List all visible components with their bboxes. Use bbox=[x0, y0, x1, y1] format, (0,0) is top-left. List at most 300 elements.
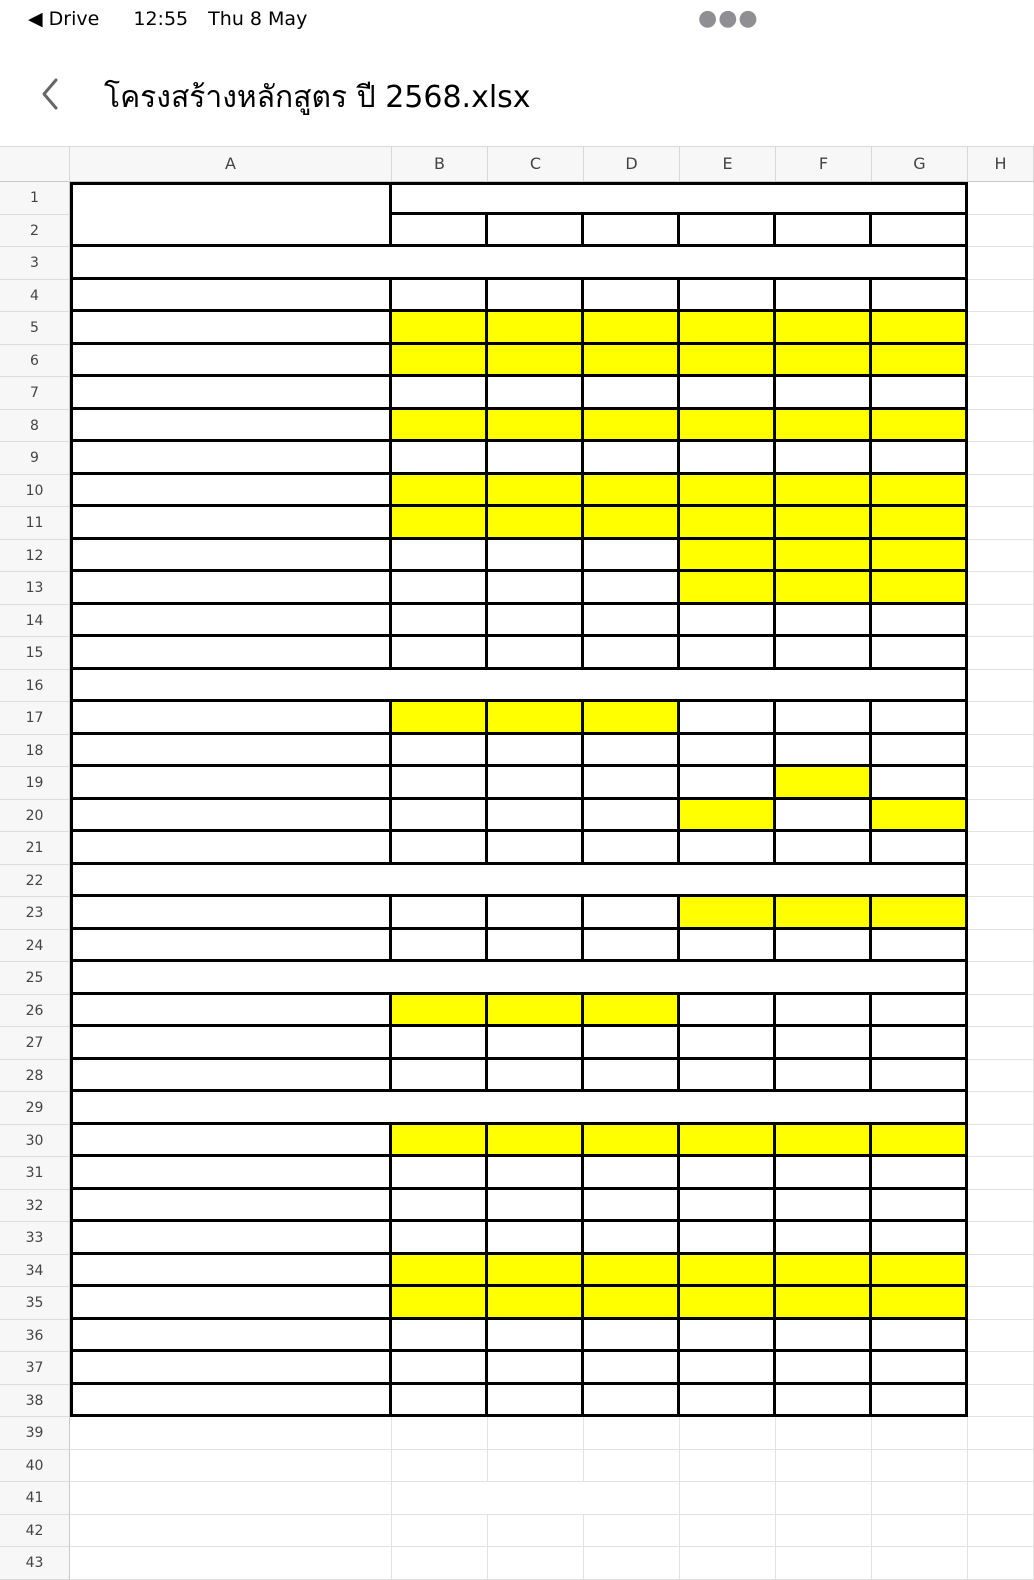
cell-empty[interactable] bbox=[968, 1255, 1034, 1288]
cell-empty[interactable] bbox=[968, 637, 1034, 670]
english-hours-cell[interactable] bbox=[488, 1450, 584, 1483]
hours-value-cell[interactable] bbox=[584, 475, 680, 508]
hours-value-cell[interactable] bbox=[776, 572, 872, 605]
hours-value-cell[interactable] bbox=[680, 1255, 776, 1288]
total-label-cell[interactable] bbox=[70, 1352, 392, 1385]
row-header[interactable]: 20 bbox=[0, 800, 70, 833]
hours-value-cell[interactable] bbox=[680, 800, 776, 833]
hours-value-cell[interactable] bbox=[392, 345, 488, 378]
hours-value-cell[interactable] bbox=[392, 1352, 488, 1385]
hours-value-cell[interactable] bbox=[584, 1352, 680, 1385]
hours-value-cell[interactable] bbox=[392, 1287, 488, 1320]
row-header[interactable]: 31 bbox=[0, 1157, 70, 1190]
cell-empty[interactable] bbox=[968, 1222, 1034, 1255]
hours-value-cell[interactable] bbox=[776, 1125, 872, 1158]
cell-empty[interactable] bbox=[584, 1515, 680, 1548]
hours-value-cell[interactable] bbox=[584, 1255, 680, 1288]
hours-value-cell[interactable] bbox=[872, 995, 968, 1028]
cell-empty[interactable] bbox=[968, 1482, 1034, 1515]
hours-value-cell[interactable] bbox=[488, 1320, 584, 1353]
row-header[interactable]: 38 bbox=[0, 1385, 70, 1418]
cell-empty[interactable] bbox=[968, 572, 1034, 605]
cell-empty[interactable] bbox=[968, 735, 1034, 768]
hours-value-cell[interactable] bbox=[488, 377, 584, 410]
subject-label-cell[interactable] bbox=[70, 1255, 392, 1288]
hours-value-cell[interactable] bbox=[392, 930, 488, 963]
row-header[interactable]: 35 bbox=[0, 1287, 70, 1320]
row-header[interactable]: 11 bbox=[0, 507, 70, 540]
column-header-E[interactable]: E bbox=[680, 146, 776, 182]
cell-empty[interactable] bbox=[70, 1515, 392, 1548]
column-header-F[interactable]: F bbox=[776, 146, 872, 182]
cell-empty[interactable] bbox=[968, 1287, 1034, 1320]
hours-value-cell[interactable] bbox=[680, 410, 776, 443]
hours-value-cell[interactable] bbox=[872, 442, 968, 475]
hours-value-cell[interactable] bbox=[872, 1352, 968, 1385]
hours-value-cell[interactable] bbox=[392, 475, 488, 508]
hours-value-cell[interactable] bbox=[872, 572, 968, 605]
total-label-cell[interactable] bbox=[70, 377, 392, 410]
english-hours-cell[interactable] bbox=[392, 1450, 488, 1483]
hours-value-cell[interactable] bbox=[872, 800, 968, 833]
hours-value-cell[interactable] bbox=[776, 637, 872, 670]
column-header-C[interactable]: C bbox=[488, 146, 584, 182]
subject-header-cell[interactable] bbox=[70, 182, 392, 247]
hours-value-cell[interactable] bbox=[392, 507, 488, 540]
hours-value-cell[interactable] bbox=[584, 1385, 680, 1418]
hours-value-cell[interactable] bbox=[680, 637, 776, 670]
hours-value-cell[interactable] bbox=[776, 1287, 872, 1320]
subject-label-cell[interactable] bbox=[70, 1190, 392, 1223]
row-header[interactable]: 39 bbox=[0, 1417, 70, 1450]
cell-empty[interactable] bbox=[680, 1547, 776, 1580]
row-header[interactable]: 2 bbox=[0, 215, 70, 248]
hours-value-cell[interactable] bbox=[872, 1255, 968, 1288]
hours-value-cell[interactable] bbox=[776, 410, 872, 443]
hours-value-cell[interactable] bbox=[872, 1027, 968, 1060]
hours-value-cell[interactable] bbox=[392, 995, 488, 1028]
subject-label-cell[interactable] bbox=[70, 572, 392, 605]
hours-value-cell[interactable] bbox=[776, 442, 872, 475]
cell-empty[interactable] bbox=[968, 605, 1034, 638]
hours-value-cell[interactable] bbox=[488, 897, 584, 930]
hours-value-cell[interactable] bbox=[680, 995, 776, 1028]
cell-empty[interactable] bbox=[968, 280, 1034, 313]
hours-value-cell[interactable] bbox=[584, 1190, 680, 1223]
grade-header-cell[interactable] bbox=[584, 215, 680, 248]
hours-value-cell[interactable] bbox=[392, 410, 488, 443]
cell-empty[interactable] bbox=[968, 702, 1034, 735]
row-header[interactable]: 10 bbox=[0, 475, 70, 508]
subject-label-cell[interactable] bbox=[70, 800, 392, 833]
hours-value-cell[interactable] bbox=[392, 1320, 488, 1353]
subject-label-cell[interactable] bbox=[70, 507, 392, 540]
hours-value-cell[interactable] bbox=[584, 280, 680, 313]
cell-empty[interactable] bbox=[968, 1320, 1034, 1353]
multitask-dots-icon[interactable]: ●●● bbox=[698, 6, 759, 31]
hours-value-cell[interactable] bbox=[680, 280, 776, 313]
hours-value-cell[interactable] bbox=[584, 410, 680, 443]
hours-value-cell[interactable] bbox=[680, 1157, 776, 1190]
cell-empty[interactable] bbox=[968, 800, 1034, 833]
section-header-cell[interactable] bbox=[70, 865, 968, 898]
cell-empty[interactable] bbox=[968, 767, 1034, 800]
hours-value-cell[interactable] bbox=[776, 995, 872, 1028]
cell-empty[interactable] bbox=[968, 247, 1034, 280]
subject-label-cell[interactable] bbox=[70, 1157, 392, 1190]
hours-value-cell[interactable] bbox=[488, 637, 584, 670]
hours-value-cell[interactable] bbox=[488, 1125, 584, 1158]
row-header[interactable]: 4 bbox=[0, 280, 70, 313]
note-cell[interactable] bbox=[392, 1482, 680, 1515]
row-header[interactable]: 36 bbox=[0, 1320, 70, 1353]
hours-value-cell[interactable] bbox=[584, 312, 680, 345]
grade-header-cell[interactable] bbox=[392, 215, 488, 248]
subject-label-cell[interactable] bbox=[70, 1027, 392, 1060]
row-header[interactable]: 18 bbox=[0, 735, 70, 768]
cell-empty[interactable] bbox=[968, 215, 1034, 248]
hours-value-cell[interactable] bbox=[776, 312, 872, 345]
hours-value-cell[interactable] bbox=[584, 767, 680, 800]
hours-value-cell[interactable] bbox=[680, 1385, 776, 1418]
subject-label-cell[interactable] bbox=[70, 312, 392, 345]
hours-value-cell[interactable] bbox=[584, 345, 680, 378]
cell-empty[interactable] bbox=[968, 1352, 1034, 1385]
cell-empty[interactable] bbox=[968, 312, 1034, 345]
cell-empty[interactable] bbox=[680, 1515, 776, 1548]
hours-value-cell[interactable] bbox=[488, 1287, 584, 1320]
hours-value-cell[interactable] bbox=[872, 1222, 968, 1255]
hours-value-cell[interactable] bbox=[872, 702, 968, 735]
hours-value-cell[interactable] bbox=[776, 832, 872, 865]
row-header[interactable]: 17 bbox=[0, 702, 70, 735]
hours-value-cell[interactable] bbox=[488, 280, 584, 313]
hours-value-cell[interactable] bbox=[392, 1060, 488, 1093]
cell-empty[interactable] bbox=[70, 1547, 392, 1580]
row-header[interactable]: 7 bbox=[0, 377, 70, 410]
cell-empty[interactable] bbox=[872, 1515, 968, 1548]
hours-value-cell[interactable] bbox=[392, 1190, 488, 1223]
cell-empty[interactable] bbox=[680, 1417, 776, 1450]
cell-empty[interactable] bbox=[968, 475, 1034, 508]
hours-value-cell[interactable] bbox=[584, 735, 680, 768]
hours-value-cell[interactable] bbox=[392, 1027, 488, 1060]
row-header[interactable]: 22 bbox=[0, 865, 70, 898]
subject-label-cell[interactable] bbox=[70, 280, 392, 313]
total-label-cell[interactable] bbox=[70, 930, 392, 963]
cell-empty[interactable] bbox=[968, 182, 1034, 215]
hours-value-cell[interactable] bbox=[488, 572, 584, 605]
hours-value-cell[interactable] bbox=[488, 410, 584, 443]
hours-value-cell[interactable] bbox=[584, 540, 680, 573]
hours-value-cell[interactable] bbox=[488, 507, 584, 540]
section-header-cell[interactable] bbox=[70, 1092, 968, 1125]
grade-header-cell[interactable] bbox=[488, 215, 584, 248]
hours-value-cell[interactable] bbox=[392, 702, 488, 735]
subject-label-cell[interactable] bbox=[70, 540, 392, 573]
hours-value-cell[interactable] bbox=[776, 1352, 872, 1385]
hours-value-cell[interactable] bbox=[776, 345, 872, 378]
row-header[interactable]: 5 bbox=[0, 312, 70, 345]
cell-empty[interactable] bbox=[968, 1125, 1034, 1158]
row-header[interactable]: 40 bbox=[0, 1450, 70, 1483]
hours-value-cell[interactable] bbox=[392, 572, 488, 605]
row-header[interactable]: 14 bbox=[0, 605, 70, 638]
section-header-cell[interactable] bbox=[70, 670, 968, 703]
row-header[interactable]: 34 bbox=[0, 1255, 70, 1288]
hours-value-cell[interactable] bbox=[680, 1287, 776, 1320]
hours-value-cell[interactable] bbox=[392, 897, 488, 930]
hours-value-cell[interactable] bbox=[872, 540, 968, 573]
subject-label-cell[interactable] bbox=[70, 995, 392, 1028]
total-label-cell[interactable] bbox=[70, 605, 392, 638]
hours-value-cell[interactable] bbox=[872, 345, 968, 378]
hours-value-cell[interactable] bbox=[776, 1027, 872, 1060]
hours-value-cell[interactable] bbox=[872, 605, 968, 638]
subject-label-cell[interactable] bbox=[70, 442, 392, 475]
hours-value-cell[interactable] bbox=[488, 1222, 584, 1255]
row-header[interactable]: 41 bbox=[0, 1482, 70, 1515]
hours-value-cell[interactable] bbox=[872, 1157, 968, 1190]
row-header[interactable]: 27 bbox=[0, 1027, 70, 1060]
cell-empty[interactable] bbox=[968, 345, 1034, 378]
hours-value-cell[interactable] bbox=[776, 735, 872, 768]
cell-empty[interactable] bbox=[776, 1547, 872, 1580]
cell-empty[interactable] bbox=[968, 670, 1034, 703]
cell-empty[interactable] bbox=[968, 897, 1034, 930]
hours-value-cell[interactable] bbox=[776, 1222, 872, 1255]
hours-value-cell[interactable] bbox=[680, 1125, 776, 1158]
cell-empty[interactable] bbox=[872, 1417, 968, 1450]
hours-value-cell[interactable] bbox=[872, 1125, 968, 1158]
hours-value-cell[interactable] bbox=[584, 507, 680, 540]
hours-value-cell[interactable] bbox=[392, 800, 488, 833]
hours-value-cell[interactable] bbox=[872, 312, 968, 345]
row-header[interactable]: 6 bbox=[0, 345, 70, 378]
hours-value-cell[interactable] bbox=[488, 345, 584, 378]
hours-value-cell[interactable] bbox=[776, 540, 872, 573]
hours-value-cell[interactable] bbox=[680, 1060, 776, 1093]
hours-value-cell[interactable] bbox=[488, 930, 584, 963]
hours-value-cell[interactable] bbox=[584, 605, 680, 638]
back-chevron-icon[interactable] bbox=[36, 74, 66, 114]
hours-value-cell[interactable] bbox=[872, 377, 968, 410]
footer-label-cell[interactable] bbox=[70, 1482, 392, 1515]
hours-value-cell[interactable] bbox=[392, 540, 488, 573]
row-header[interactable]: 13 bbox=[0, 572, 70, 605]
hours-value-cell[interactable] bbox=[872, 1320, 968, 1353]
hours-value-cell[interactable] bbox=[776, 897, 872, 930]
cell-empty[interactable] bbox=[968, 507, 1034, 540]
hours-value-cell[interactable] bbox=[680, 1320, 776, 1353]
hours-value-cell[interactable] bbox=[680, 832, 776, 865]
hours-value-cell[interactable] bbox=[392, 312, 488, 345]
hours-value-cell[interactable] bbox=[680, 1190, 776, 1223]
row-header[interactable]: 12 bbox=[0, 540, 70, 573]
back-to-app-link[interactable]: ◀ Drive bbox=[28, 8, 100, 30]
hours-value-cell[interactable] bbox=[776, 930, 872, 963]
subject-label-cell[interactable] bbox=[70, 832, 392, 865]
subject-label-cell[interactable] bbox=[70, 1287, 392, 1320]
hours-value-cell[interactable] bbox=[584, 572, 680, 605]
cell-empty[interactable] bbox=[488, 1515, 584, 1548]
hours-value-cell[interactable] bbox=[680, 475, 776, 508]
subject-label-cell[interactable] bbox=[70, 767, 392, 800]
hours-value-cell[interactable] bbox=[776, 1157, 872, 1190]
hours-value-cell[interactable] bbox=[680, 507, 776, 540]
hours-value-cell[interactable] bbox=[776, 377, 872, 410]
hours-value-cell[interactable] bbox=[872, 410, 968, 443]
total-label-cell[interactable] bbox=[70, 1060, 392, 1093]
cell-empty[interactable] bbox=[968, 1450, 1034, 1483]
subject-label-cell[interactable] bbox=[70, 345, 392, 378]
hours-value-cell[interactable] bbox=[776, 1190, 872, 1223]
cell-empty[interactable] bbox=[968, 1092, 1034, 1125]
hours-value-cell[interactable] bbox=[584, 995, 680, 1028]
row-header[interactable]: 32 bbox=[0, 1190, 70, 1223]
hours-value-cell[interactable] bbox=[680, 312, 776, 345]
hours-value-cell[interactable] bbox=[872, 735, 968, 768]
cell-empty[interactable] bbox=[70, 1417, 392, 1450]
row-header[interactable]: 30 bbox=[0, 1125, 70, 1158]
hours-value-cell[interactable] bbox=[680, 605, 776, 638]
hours-value-cell[interactable] bbox=[776, 475, 872, 508]
hours-value-cell[interactable] bbox=[488, 1385, 584, 1418]
cell-empty[interactable] bbox=[968, 410, 1034, 443]
hours-value-cell[interactable] bbox=[488, 1157, 584, 1190]
cell-empty[interactable] bbox=[584, 1417, 680, 1450]
hours-value-cell[interactable] bbox=[488, 767, 584, 800]
row-header[interactable]: 21 bbox=[0, 832, 70, 865]
hours-value-cell[interactable] bbox=[776, 1320, 872, 1353]
row-header[interactable]: 23 bbox=[0, 897, 70, 930]
hours-value-cell[interactable] bbox=[680, 702, 776, 735]
hours-value-cell[interactable] bbox=[776, 507, 872, 540]
cell-empty[interactable] bbox=[968, 865, 1034, 898]
hours-value-cell[interactable] bbox=[584, 1320, 680, 1353]
hours-value-cell[interactable] bbox=[392, 605, 488, 638]
total-label-cell[interactable] bbox=[70, 1385, 392, 1418]
cell-empty[interactable] bbox=[584, 1547, 680, 1580]
hours-value-cell[interactable] bbox=[584, 1157, 680, 1190]
hours-value-cell[interactable] bbox=[488, 1255, 584, 1288]
row-header[interactable]: 16 bbox=[0, 670, 70, 703]
cell-empty[interactable] bbox=[968, 1190, 1034, 1223]
hours-value-cell[interactable] bbox=[776, 1385, 872, 1418]
hours-value-cell[interactable] bbox=[392, 1255, 488, 1288]
hours-value-cell[interactable] bbox=[584, 1287, 680, 1320]
subject-label-cell[interactable] bbox=[70, 1222, 392, 1255]
hours-value-cell[interactable] bbox=[488, 1190, 584, 1223]
column-header-D[interactable]: D bbox=[584, 146, 680, 182]
hours-value-cell[interactable] bbox=[584, 1222, 680, 1255]
row-header[interactable]: 19 bbox=[0, 767, 70, 800]
row-header[interactable]: 33 bbox=[0, 1222, 70, 1255]
hours-value-cell[interactable] bbox=[680, 377, 776, 410]
subject-label-cell[interactable] bbox=[70, 410, 392, 443]
cell-empty[interactable] bbox=[776, 1482, 872, 1515]
hours-value-cell[interactable] bbox=[392, 1385, 488, 1418]
hours-value-cell[interactable] bbox=[872, 507, 968, 540]
cell-empty[interactable] bbox=[968, 540, 1034, 573]
hours-value-cell[interactable] bbox=[584, 1060, 680, 1093]
hours-value-cell[interactable] bbox=[584, 1125, 680, 1158]
hours-value-cell[interactable] bbox=[776, 1255, 872, 1288]
cell-empty[interactable] bbox=[968, 1060, 1034, 1093]
row-header[interactable]: 43 bbox=[0, 1547, 70, 1580]
column-header-H[interactable]: H bbox=[968, 146, 1034, 182]
hours-value-cell[interactable] bbox=[680, 345, 776, 378]
hours-value-cell[interactable] bbox=[584, 1027, 680, 1060]
hours-value-cell[interactable] bbox=[872, 637, 968, 670]
hours-value-cell[interactable] bbox=[488, 1027, 584, 1060]
cell-empty[interactable] bbox=[488, 1547, 584, 1580]
hours-value-cell[interactable] bbox=[776, 767, 872, 800]
hours-value-cell[interactable] bbox=[776, 702, 872, 735]
hours-value-cell[interactable] bbox=[680, 897, 776, 930]
cell-empty[interactable] bbox=[968, 962, 1034, 995]
hours-value-cell[interactable] bbox=[776, 800, 872, 833]
cell-empty[interactable] bbox=[776, 1515, 872, 1548]
row-header[interactable]: 8 bbox=[0, 410, 70, 443]
row-header[interactable]: 1 bbox=[0, 182, 70, 215]
hours-value-cell[interactable] bbox=[680, 442, 776, 475]
english-hours-cell[interactable] bbox=[776, 1450, 872, 1483]
subject-label-cell[interactable] bbox=[70, 735, 392, 768]
hours-value-cell[interactable] bbox=[488, 995, 584, 1028]
cell-empty[interactable] bbox=[872, 1482, 968, 1515]
hours-value-cell[interactable] bbox=[488, 702, 584, 735]
cell-empty[interactable] bbox=[872, 1547, 968, 1580]
select-all-corner[interactable] bbox=[0, 146, 70, 182]
hours-value-cell[interactable] bbox=[872, 1060, 968, 1093]
hours-value-cell[interactable] bbox=[872, 832, 968, 865]
cell-empty[interactable] bbox=[968, 1515, 1034, 1548]
hours-value-cell[interactable] bbox=[584, 442, 680, 475]
hours-value-cell[interactable] bbox=[392, 280, 488, 313]
row-header[interactable]: 28 bbox=[0, 1060, 70, 1093]
hours-value-cell[interactable] bbox=[680, 572, 776, 605]
hours-value-cell[interactable] bbox=[776, 605, 872, 638]
hours-value-cell[interactable] bbox=[488, 605, 584, 638]
hours-value-cell[interactable] bbox=[488, 442, 584, 475]
hours-value-cell[interactable] bbox=[488, 540, 584, 573]
row-header[interactable]: 24 bbox=[0, 930, 70, 963]
hours-value-cell[interactable] bbox=[392, 767, 488, 800]
section-header-cell[interactable] bbox=[70, 962, 968, 995]
english-hours-cell[interactable] bbox=[680, 1450, 776, 1483]
hours-value-cell[interactable] bbox=[488, 1060, 584, 1093]
cell-empty[interactable] bbox=[968, 832, 1034, 865]
hours-value-cell[interactable] bbox=[392, 1222, 488, 1255]
hours-value-cell[interactable] bbox=[392, 377, 488, 410]
hours-value-cell[interactable] bbox=[584, 702, 680, 735]
hours-value-cell[interactable] bbox=[584, 832, 680, 865]
row-header[interactable]: 26 bbox=[0, 995, 70, 1028]
hours-value-cell[interactable] bbox=[680, 1027, 776, 1060]
grade-header-cell[interactable] bbox=[872, 215, 968, 248]
cell-empty[interactable] bbox=[392, 1547, 488, 1580]
hours-value-cell[interactable] bbox=[680, 1352, 776, 1385]
cell-empty[interactable] bbox=[968, 1385, 1034, 1418]
hours-value-cell[interactable] bbox=[584, 897, 680, 930]
cell-empty[interactable] bbox=[488, 1417, 584, 1450]
hours-value-cell[interactable] bbox=[488, 735, 584, 768]
hours-value-cell[interactable] bbox=[488, 832, 584, 865]
hours-value-cell[interactable] bbox=[584, 800, 680, 833]
hours-value-cell[interactable] bbox=[680, 767, 776, 800]
hours-value-cell[interactable] bbox=[392, 735, 488, 768]
